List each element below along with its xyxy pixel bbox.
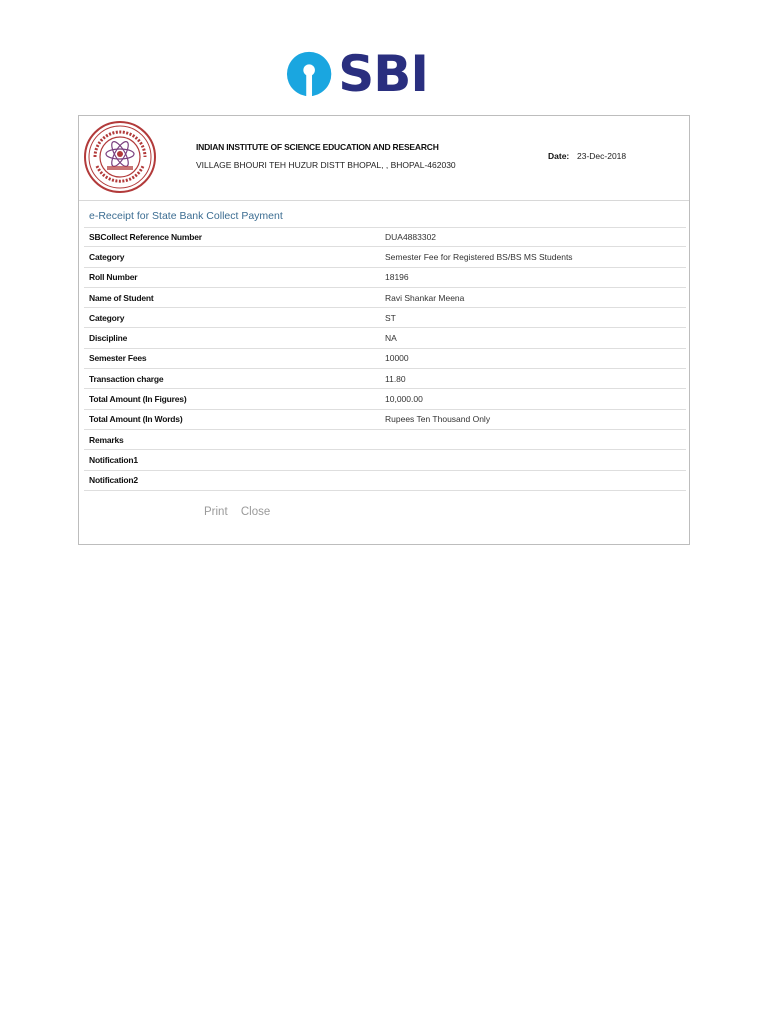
sbi-brand-text: SBI <box>338 45 428 103</box>
row-label: Category <box>89 312 125 323</box>
row-value: Semester Fee for Registered BS/BS MS Students <box>385 251 573 262</box>
row-label: Total Amount (In Figures) <box>89 394 187 405</box>
row-value: DUA4883302 <box>385 232 437 243</box>
row-value: ST <box>385 312 396 323</box>
row-label: SBCollect Reference Number <box>89 232 202 243</box>
table-row <box>84 268 686 288</box>
sbi-keyhole-icon <box>286 50 332 98</box>
row-value: 10000 <box>385 353 409 364</box>
row-label: Total Amount (In Words) <box>89 414 183 425</box>
print-button[interactable]: Print <box>204 506 228 518</box>
sbi-logo <box>286 45 428 103</box>
receipt-header <box>79 116 689 201</box>
row-label: Notification2 <box>89 475 138 486</box>
table-row <box>84 369 686 389</box>
table-row <box>84 471 686 491</box>
table-row <box>84 308 686 328</box>
table-row <box>84 430 686 450</box>
close-button[interactable]: Close <box>240 506 271 518</box>
table-row <box>84 389 686 409</box>
institution-name: INDIAN INSTITUTE OF SCIENCE EDUCATION AND RESEARCH <box>196 142 439 152</box>
institution-address: VILLAGE BHOURI TEH HUZUR DISTT BHOPAL, , BHOPAL-462030 <box>196 160 456 170</box>
receipt-actions <box>204 506 280 518</box>
row-label: Notification1 <box>89 454 138 465</box>
table-row <box>84 288 686 308</box>
row-label: Remarks <box>89 434 124 445</box>
row-label: Transaction charge <box>89 373 164 384</box>
table-row <box>84 349 686 369</box>
receipt-table <box>84 227 686 491</box>
row-label: Category <box>89 251 125 262</box>
table-row <box>84 328 686 348</box>
receipt-title: e-Receipt for State Bank Collect Payment <box>89 210 283 222</box>
row-value: Ravi Shankar Meena <box>385 292 465 303</box>
row-label: Roll Number <box>89 272 138 283</box>
row-label: Name of Student <box>89 292 154 303</box>
row-value: Rupees Ten Thousand Only <box>385 414 491 425</box>
row-value: NA <box>385 333 397 344</box>
iiser-seal-icon <box>83 120 157 194</box>
table-row <box>84 247 686 267</box>
row-value: 11.80 <box>385 373 406 384</box>
row-label: Discipline <box>89 333 128 344</box>
table-row <box>84 227 686 247</box>
row-value: 10,000.00 <box>385 394 423 405</box>
date-label: Date: <box>548 151 570 161</box>
receipt-card <box>78 115 690 545</box>
row-value: 18196 <box>385 272 409 283</box>
table-row <box>84 410 686 430</box>
date-value: 23-Dec-2018 <box>577 151 627 161</box>
row-label: Semester Fees <box>89 353 147 364</box>
table-row <box>84 450 686 470</box>
